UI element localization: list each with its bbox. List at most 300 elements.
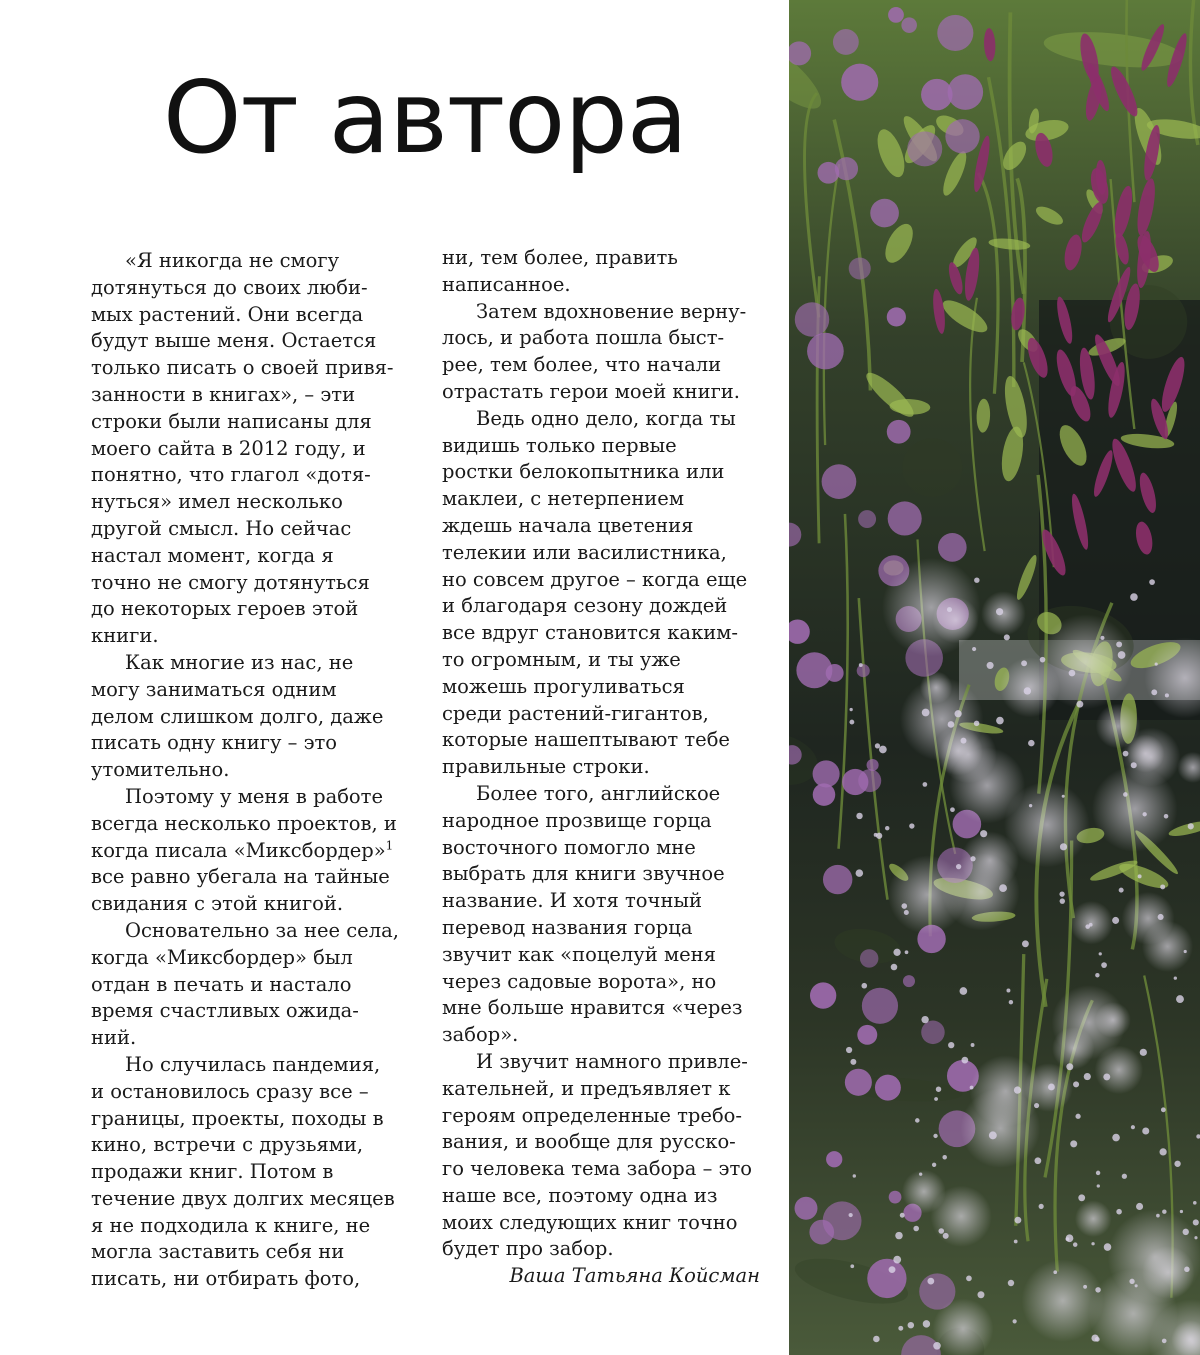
text-line: могла заставить себя ни (91, 1240, 345, 1264)
aster-flower (895, 1232, 902, 1239)
aster-flower (1015, 1217, 1022, 1224)
aster-flower (971, 1043, 975, 1047)
footnote-mark: 1 (385, 838, 394, 853)
verbena-flower (823, 1201, 862, 1240)
aster-flower (908, 1322, 914, 1328)
aster-flower (1149, 579, 1155, 585)
aster-flower (923, 782, 928, 787)
aster-flower (980, 830, 987, 837)
text-line: Но случилась пандемия, (125, 1052, 381, 1076)
aster-flower (889, 1266, 896, 1273)
aster-flower (1022, 940, 1029, 947)
aster-flower (950, 807, 955, 812)
aster-flower (909, 823, 914, 828)
aster-flower (1151, 689, 1157, 695)
text-line: время счастливых ожида- (91, 999, 359, 1023)
verbena-flower (921, 79, 953, 111)
aster-flower (1188, 823, 1194, 829)
aster-flower (1076, 701, 1083, 708)
aster-flower (1078, 1194, 1085, 1201)
aster-flower (1165, 693, 1169, 697)
paragraph (442, 245, 762, 299)
text-line: строки были написаны для (91, 409, 372, 433)
aster-flower (922, 709, 930, 717)
aster-flower (1059, 892, 1064, 897)
aster-flower (1084, 1073, 1091, 1080)
aster-flower (989, 1131, 997, 1139)
aster-flower (873, 1336, 880, 1343)
aster-flower (1174, 1161, 1180, 1167)
text-line: выбрать для книги звучное (442, 862, 725, 886)
text-line: точно не смогу дотянуться (91, 570, 370, 594)
aster-flower (913, 1226, 919, 1232)
text-line: правильные строки. (442, 755, 650, 779)
aster-flower (927, 1278, 934, 1285)
aster-flower (1039, 1204, 1044, 1209)
garden-flowers-photo-icon (789, 0, 1200, 1355)
aster-flower (1138, 874, 1142, 878)
aster-flower (962, 1057, 969, 1064)
aster-flower (942, 1155, 946, 1159)
paragraph (91, 248, 411, 650)
verbena-flower (860, 949, 878, 967)
text-line: среди растений-гигантов, (442, 701, 709, 725)
text-line: другой смысл. Но сейчас (91, 516, 352, 540)
aster-flower (1174, 976, 1177, 979)
text-line: книги. (91, 624, 159, 648)
aster-flower (915, 1118, 920, 1123)
text-line: всегда несколько проектов, и (91, 811, 397, 835)
text-line: писать, ни отбирать фото, (91, 1267, 361, 1291)
text-line: все вдруг становится каким- (442, 621, 739, 645)
aster-flower (972, 647, 976, 651)
aster-flower (1193, 1201, 1197, 1205)
text-line: наше все, поэтому одна из (442, 1183, 718, 1207)
aster-haze (1108, 1209, 1200, 1304)
verbena-flower (807, 333, 844, 370)
text-line: отдан в печать и настало (91, 972, 352, 996)
aster-flower (849, 708, 852, 711)
text-line: Поэтому у меня в работе (125, 784, 384, 808)
text-line: дотянуться до своих люби- (91, 275, 368, 299)
text-line: И звучит намного привле- (476, 1049, 748, 1073)
text-line: когда писала «Миксбордер»$^1$ (91, 838, 394, 862)
text-line: Как многие из нас, не (125, 650, 354, 674)
aster-flower (1131, 762, 1137, 768)
paragraph (442, 406, 762, 781)
text-line: делом слишком долго, даже (91, 704, 384, 728)
verbena-flower (948, 74, 984, 110)
aster-flower (850, 1059, 856, 1065)
aster-flower (1014, 1240, 1018, 1244)
aster-haze (1052, 1027, 1094, 1069)
text-line: ждешь начала цветения (442, 513, 694, 537)
aster-flower (1135, 1284, 1138, 1287)
aster-flower (1013, 1319, 1017, 1323)
garden-photo (789, 0, 1200, 1355)
aster-flower (996, 717, 1004, 725)
page-title: От автора (162, 59, 688, 176)
aster-flower (893, 1256, 901, 1264)
text-line: которые нашептывают тебе (442, 728, 730, 752)
text-column-right (442, 245, 762, 1290)
text-line: только писать о своей привя- (91, 356, 394, 380)
text-line: моего сайта в 2012 году, и (91, 436, 366, 460)
aster-flower (1014, 1086, 1021, 1093)
aster-flower (879, 746, 887, 754)
verbena-flower (796, 652, 832, 688)
text-line: занности в книгах», – эти (91, 382, 356, 406)
verbena-flower (822, 464, 857, 499)
aster-flower (1136, 1203, 1143, 1210)
aster-flower (1100, 636, 1104, 640)
aster-flower (1156, 1214, 1160, 1218)
aster-flower (933, 1134, 937, 1138)
paragraph (91, 1052, 411, 1293)
text-line: и остановилось сразу все – (91, 1079, 369, 1103)
aster-flower (1101, 962, 1107, 968)
aster-flower (1073, 1242, 1078, 1247)
verbena-flower (887, 420, 911, 444)
aster-flower (919, 1172, 922, 1175)
verbena-flower (823, 865, 852, 894)
text-line: «Я никогда не смогу (125, 249, 340, 272)
aster-haze (1022, 1259, 1104, 1341)
aster-flower (1060, 843, 1067, 850)
aster-flower (1083, 1285, 1087, 1289)
aster-flower (1184, 1267, 1189, 1272)
aster-flower (996, 608, 1003, 615)
aster-haze (931, 1186, 992, 1247)
aster-flower (934, 1097, 938, 1101)
verbena-flower (795, 1197, 818, 1220)
aster-flower (874, 833, 878, 837)
author-signature: Ваша Татьяна Койсман (509, 1264, 760, 1288)
aster-flower (1099, 952, 1102, 955)
aster-flower (1123, 751, 1129, 757)
text-line: героям определенные требо- (442, 1103, 743, 1127)
verbena-flower (858, 769, 881, 792)
aster-flower (1053, 1270, 1057, 1274)
verbena-flower (867, 1259, 906, 1298)
aster-flower (1116, 1209, 1122, 1215)
text-line: можешь прогуливаться (442, 674, 685, 698)
aster-flower (1034, 1103, 1039, 1108)
verbena-flower (795, 302, 829, 336)
aster-flower (943, 1233, 949, 1239)
aster-flower (1069, 670, 1076, 677)
aster-flower (1006, 989, 1010, 993)
aster-flower (856, 869, 864, 877)
aster-flower (1097, 1184, 1100, 1187)
verbena-flower (903, 975, 915, 987)
text-line: Затем вдохновение верну- (476, 299, 747, 323)
aster-flower (1048, 1084, 1055, 1091)
aster-haze (1070, 901, 1113, 944)
aster-flower (959, 987, 967, 995)
aster-flower (956, 864, 961, 869)
aster-haze (1122, 892, 1175, 945)
text-line: будет про забор. (442, 1237, 614, 1261)
aster-flower (936, 1087, 941, 1092)
aster-haze (1095, 1046, 1143, 1094)
aster-flower (948, 1042, 954, 1048)
text-line: будут выше меня. Остается (91, 329, 377, 353)
aster-flower (1112, 917, 1119, 924)
verbena-flower (887, 307, 906, 326)
aster-flower (893, 949, 900, 956)
aster-flower (875, 743, 880, 748)
aster-flower (1158, 914, 1164, 920)
text-line: народное прозвище горца (442, 808, 712, 832)
text-line: перевод названия горца (442, 915, 693, 939)
aster-flower (859, 663, 863, 667)
text-line: то огромным, и ты уже (442, 647, 681, 671)
aster-flower (1155, 663, 1158, 666)
aster-flower (947, 607, 952, 612)
aster-flower (1029, 804, 1032, 807)
text-line: течение двух долгих месяцев (91, 1186, 395, 1210)
verbena-flower (810, 982, 836, 1008)
aster-haze (932, 597, 978, 643)
aster-haze (939, 726, 996, 783)
aster-flower (1118, 651, 1126, 659)
aster-flower (1095, 1287, 1100, 1292)
aster-flower (1104, 1243, 1112, 1251)
aster-flower (1130, 593, 1138, 601)
aster-flower (1008, 1280, 1014, 1286)
verbena-flower (841, 64, 878, 101)
aster-flower (1123, 792, 1128, 797)
text-line: название. И хотя точный (442, 889, 702, 913)
aster-flower (1180, 1210, 1183, 1213)
aster-flower (1131, 1125, 1135, 1129)
text-line: го человека тема забора – это (442, 1157, 753, 1181)
aster-flower (1161, 1107, 1166, 1112)
aster-flower (1159, 1148, 1166, 1155)
text-line: продажи книг. Потом в (91, 1160, 334, 1184)
aster-flower (1096, 1171, 1100, 1175)
text-line: звучит как «поцелуй меня (442, 942, 716, 966)
text-line: мне больше нравится «через (442, 996, 743, 1020)
verbena-flower (833, 29, 859, 55)
text-line: телекии или василистника, (442, 540, 727, 564)
verbena-flower (875, 1075, 901, 1101)
verbena-flower (849, 257, 871, 279)
text-line: видишь только первые (442, 433, 677, 457)
aster-flower (1160, 884, 1165, 889)
text-line: утомительно. (91, 758, 230, 782)
text-line: Основательно за нее села, (125, 918, 399, 942)
text-line: свидания с этой книгой. (91, 892, 344, 916)
aster-flower (1183, 1229, 1189, 1235)
verbena-flower (870, 199, 899, 228)
text-line: я не подходила к книге, не (91, 1213, 371, 1237)
aster-flower (948, 721, 955, 728)
aster-flower (1075, 1114, 1080, 1119)
verbena-flower (901, 17, 917, 33)
aster-flower (1164, 814, 1169, 819)
verbena-flower (857, 664, 870, 677)
text-line: лось, и работа пошла быст- (442, 326, 725, 350)
aster-flower (1095, 973, 1099, 977)
aster-flower (938, 1228, 944, 1234)
aster-flower (970, 1086, 974, 1090)
verbena-flower (907, 131, 942, 166)
aster-flower (1040, 657, 1046, 663)
aster-flower (849, 720, 854, 725)
aster-flower (904, 910, 909, 915)
paragraph (91, 784, 411, 918)
aster-flower (955, 710, 962, 717)
verbena-flower (921, 1021, 945, 1045)
text-line: написанное. (442, 272, 571, 296)
aster-flower (977, 1291, 984, 1298)
aster-flower (1116, 641, 1122, 647)
aster-haze (942, 853, 1019, 930)
aster-flower (1070, 1140, 1077, 1147)
text-line: моих следующих книг точно (442, 1210, 738, 1234)
aster-flower (932, 1163, 936, 1167)
text-line: границы, проекты, походы в (91, 1106, 384, 1130)
aster-haze (1075, 1200, 1112, 1237)
text-line: и благодаря сезону дождей (442, 594, 728, 618)
text-line: мых растений. Они всегда (91, 302, 364, 326)
verbena-flower (845, 1069, 872, 1096)
text-line: рее, тем более, что начали (442, 353, 722, 377)
text-line: Более того, английское (476, 781, 721, 805)
text-line: нуться» имел несколько (91, 490, 343, 514)
aster-flower (1193, 1219, 1199, 1225)
text-line: ний. (91, 1026, 137, 1050)
aster-flower (1103, 1073, 1110, 1080)
aster-flower (961, 738, 967, 744)
text-line: ростки белокопытника или (442, 460, 725, 484)
aster-flower (1085, 924, 1090, 929)
aster-flower (846, 1047, 852, 1053)
aster-flower (974, 721, 980, 727)
text-line: забор». (442, 1023, 519, 1047)
paragraph (91, 918, 411, 1052)
aster-flower (856, 813, 862, 819)
aster-flower (970, 856, 975, 861)
aster-flower (1028, 740, 1034, 746)
aster-flower (1091, 1242, 1094, 1245)
text-line: до некоторых героев этой (91, 597, 359, 621)
aster-flower (1194, 1236, 1197, 1239)
aster-flower (1073, 1081, 1079, 1087)
text-line: понятно, что глагол «дотя- (91, 463, 371, 487)
aster-flower (1184, 950, 1187, 953)
aster-flower (1119, 888, 1124, 893)
verbena-flower (889, 1191, 902, 1204)
aster-flower (974, 577, 979, 582)
aster-flower (1162, 1339, 1167, 1344)
verbena-flower (813, 760, 840, 787)
aster-flower (861, 983, 867, 989)
aster-flower (898, 1326, 903, 1331)
aster-flower (933, 1342, 941, 1350)
text-line: могу заниматься одним (91, 677, 337, 701)
aster-flower (966, 1276, 972, 1282)
aster-flower (900, 1213, 905, 1218)
aster-haze (981, 591, 1026, 636)
aster-haze (961, 1088, 1041, 1168)
aster-flower (849, 1213, 853, 1217)
aster-flower (1066, 1063, 1073, 1070)
aster-flower (1034, 1157, 1041, 1164)
aster-flower (853, 1174, 856, 1177)
text-line: писать одну книгу – это (91, 731, 338, 755)
paragraph (442, 781, 762, 1049)
text-line: вания, и вообще для русско- (442, 1130, 736, 1154)
aster-flower (850, 1264, 854, 1268)
text-line: но совсем другое – когда еще (442, 567, 748, 591)
verbena-flower (888, 7, 904, 23)
foliage-blob (902, 438, 962, 497)
text-line: отрастать герои моей книги. (442, 379, 740, 403)
verbena-flower (826, 1151, 842, 1167)
aster-flower (1142, 812, 1146, 816)
aster-haze (1122, 728, 1181, 787)
verbena-flower (857, 1025, 877, 1045)
text-line: восточного помогло мне (442, 835, 696, 859)
aster-flower (885, 826, 889, 830)
aster-flower (1095, 1337, 1100, 1342)
aster-flower (1162, 1209, 1166, 1213)
text-line: Ведь одно дело, когда ты (476, 406, 736, 430)
verbena-flower (818, 162, 840, 184)
verbena-flower (862, 988, 898, 1024)
aster-flower (1140, 1049, 1147, 1056)
aster-haze (1095, 1002, 1131, 1038)
paragraph (91, 650, 411, 784)
aster-flower (999, 884, 1007, 892)
text-line: кательней, и предъявляет к (442, 1076, 731, 1100)
text-line: через садовые ворота», но (442, 969, 717, 993)
aster-flower (1024, 687, 1031, 694)
aster-flower (1062, 795, 1065, 798)
verbena-flower (938, 533, 967, 562)
aster-flower (1060, 898, 1065, 903)
aster-flower (905, 950, 909, 954)
text-line: все равно убегала на тайные (91, 865, 390, 889)
text-line: когда «Миксбордер» был (91, 945, 353, 969)
aster-haze (1000, 657, 1060, 717)
aster-flower (1142, 1127, 1149, 1134)
verbena-flower (888, 501, 922, 535)
aster-flower (921, 1016, 928, 1023)
verbena-flower (945, 119, 979, 153)
text-line: ни, тем более, править (442, 246, 678, 269)
paragraph (442, 299, 762, 406)
aster-flower (1176, 995, 1184, 1003)
text-line: кино, встречи с друзьями, (91, 1133, 364, 1157)
aster-flower (891, 964, 898, 971)
verbena-flower (937, 15, 973, 51)
text-column-left (91, 248, 411, 1293)
aster-flower (987, 662, 994, 669)
paragraph (442, 1049, 762, 1263)
aster-flower (1122, 1174, 1127, 1179)
aster-flower (923, 1320, 930, 1327)
text-line: настал момент, когда я (91, 543, 334, 567)
verbena-flower (858, 510, 876, 528)
aster-flower (1021, 660, 1027, 666)
aster-flower (1112, 1134, 1120, 1142)
aster-flower (1129, 1279, 1134, 1284)
aster-flower (901, 903, 907, 909)
